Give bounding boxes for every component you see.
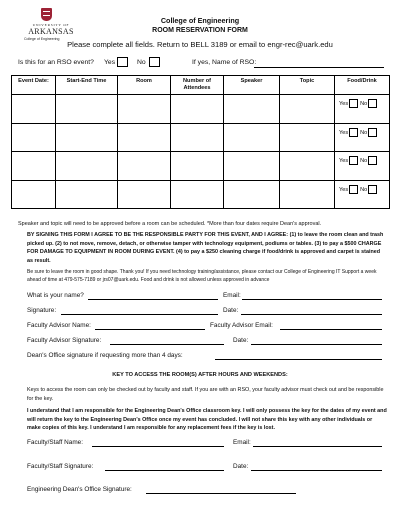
table-cell[interactable]: [118, 95, 171, 124]
staff-date-label: Date:: [233, 463, 249, 470]
table-cell[interactable]: [335, 123, 390, 152]
table-cell[interactable]: [280, 95, 335, 124]
food-yes-checkbox[interactable]: [349, 156, 358, 165]
staff-email-label: Email:: [233, 439, 251, 446]
table-cell[interactable]: [171, 95, 224, 124]
food-yes-checkbox[interactable]: [349, 99, 358, 108]
logo-college-text: College of Engineering: [24, 37, 60, 41]
food-yes-label: Yes: [339, 186, 349, 193]
col-event-date: Event Date:: [12, 76, 56, 95]
keys-info: Keys to access the room can only be checked out by faculty and staff. If you are with an RSO, your faculty advisor must check out and be responsible for the key.: [27, 387, 384, 402]
keys-heading: KEY TO ACCESS THE ROOM(S) AFTER HOURS AND WEEKENDS:: [112, 372, 288, 378]
food-no-label: No: [360, 100, 368, 107]
col-room: Room: [118, 76, 171, 95]
rso-yes-checkbox[interactable]: [117, 57, 128, 67]
table-cell[interactable]: [280, 180, 335, 209]
approval-note: Speaker and topic will need to be approved before a room can be scheduled. *More than four dates require Dean's approval.: [18, 221, 322, 227]
food-drink-choice: [339, 99, 379, 108]
table-cell[interactable]: [118, 180, 171, 209]
staff-signature-label: Faculty/Staff Signature:: [27, 463, 94, 470]
table-cell[interactable]: [171, 123, 224, 152]
advisor-name-line[interactable]: [95, 329, 205, 330]
col-start-end-time: Start-End Time: [56, 76, 118, 95]
table-cell[interactable]: [335, 95, 390, 124]
signature-label: Signature:: [27, 307, 57, 314]
food-no-label: No: [360, 186, 368, 193]
advisor-email-label: Faculty Advisor Email:: [210, 322, 273, 329]
food-yes-checkbox[interactable]: [349, 128, 358, 137]
email-line[interactable]: [242, 299, 382, 300]
food-drink-choice: [339, 128, 379, 137]
signature-line[interactable]: [61, 314, 218, 315]
dean-signature-line[interactable]: [215, 359, 382, 360]
table-cell[interactable]: [335, 180, 390, 209]
food-no-checkbox[interactable]: [368, 156, 377, 165]
form-title: ROOM RESERVATION FORM: [152, 27, 248, 34]
thanks-text: Be sure to leave the room in good shape. Thank you! If you need technology training/assistance, please contact our College of Engineering IT Support a week ahead of time at 479-575-7189 or jrs07@uark.edu. Food and drink is not allowed unless approved in advance: [27, 269, 377, 284]
table-cell[interactable]: [224, 95, 280, 124]
col-attendees: Number of Attendees: [171, 76, 224, 95]
date-label: Date:: [223, 307, 239, 314]
rso-question: Is this for an RSO event?: [18, 59, 94, 66]
logo-university-text: UNIVERSITY OF: [32, 23, 70, 27]
form-instructions: Please complete all fields. Return to BELL 3189 or email to engr-rec@uark.edu: [67, 40, 333, 49]
table-cell[interactable]: [12, 95, 56, 124]
table-cell[interactable]: [171, 180, 224, 209]
staff-date-line[interactable]: [251, 470, 382, 471]
table-cell[interactable]: [56, 180, 118, 209]
rso-name-label: If yes, Name of RSO:: [192, 59, 257, 66]
rso-name-line[interactable]: [254, 67, 384, 68]
table-cell[interactable]: [224, 152, 280, 181]
agreement-text: BY SIGNING THIS FORM I AGREE TO BE THE RESPONSIBLE PARTY FOR THIS EVENT, AND I AGREE: (1) to leave the room clean and trash picked up. (2) to not move, remove, detach, or otherwise tamper with technology equipment, podiums or tables. (3) to pay a $500 CHARGE FOR DAMAGE TO EQUIPMENT IN ROOM DURING EVENT. (4) to pay a $250 cleaning charge if food/drink is approved and carpet is stained as result.: [27, 232, 384, 264]
rso-no-checkbox[interactable]: [149, 57, 160, 67]
advisor-name-label: Faculty Advisor Name:: [27, 322, 91, 329]
college-title: College of Engineering: [160, 16, 240, 25]
food-yes-label: Yes: [339, 129, 349, 136]
table-cell[interactable]: [118, 123, 171, 152]
col-speaker: Speaker: [224, 76, 280, 95]
dean-office-signature-label: Engineering Dean's Office Signature:: [27, 486, 132, 493]
food-yes-label: Yes: [339, 100, 349, 107]
table-cell[interactable]: [12, 123, 56, 152]
table-cell[interactable]: [224, 180, 280, 209]
staff-email-line[interactable]: [253, 446, 382, 447]
col-food-drink: Food/Drink: [335, 76, 390, 95]
name-line[interactable]: [88, 299, 218, 300]
date-line[interactable]: [241, 314, 382, 315]
table-cell[interactable]: [224, 123, 280, 152]
advisor-date-label: Date:: [233, 337, 249, 344]
table-cell[interactable]: [280, 152, 335, 181]
dean-signature-label: Dean's Office signature if requesting more than 4 days:: [27, 352, 183, 359]
name-label: What is your name?: [27, 292, 84, 299]
table-cell[interactable]: [118, 152, 171, 181]
table-cell[interactable]: [335, 152, 390, 181]
table-cell[interactable]: [280, 123, 335, 152]
staff-name-line[interactable]: [92, 446, 224, 447]
email-label: Email:: [223, 292, 241, 299]
table-cell[interactable]: [12, 180, 56, 209]
advisor-signature-label: Faculty Advisor Signature:: [27, 337, 102, 344]
rso-no-label: No: [137, 59, 146, 66]
food-drink-choice: [339, 185, 379, 194]
food-no-checkbox[interactable]: [368, 99, 377, 108]
food-yes-checkbox[interactable]: [349, 185, 358, 194]
food-yes-label: Yes: [339, 157, 349, 164]
table-cell[interactable]: [56, 152, 118, 181]
staff-name-label: Faculty/Staff Name:: [27, 439, 83, 446]
table-cell[interactable]: [56, 123, 118, 152]
table-row: [12, 95, 390, 124]
advisor-signature-line[interactable]: [110, 344, 224, 345]
reservation-table: [11, 75, 390, 209]
table-row: [12, 180, 390, 209]
food-no-label: No: [360, 129, 368, 136]
keys-agreement: I understand that I am responsible for the Engineering Dean's Office classroom key. I will only possess the key for the dates of my event and will return the key to the Engineering Dean's Office once my event has concluded. I will not share this key with any other individuals or make copies of this key. I understand I am responsible for any replacement fees if the key is lost.: [27, 408, 387, 432]
food-no-checkbox[interactable]: [368, 128, 377, 137]
advisor-date-line[interactable]: [251, 344, 382, 345]
rso-yes-label: Yes: [104, 59, 116, 66]
table-cell[interactable]: [171, 152, 224, 181]
food-no-checkbox[interactable]: [368, 185, 377, 194]
table-row: [12, 123, 390, 152]
staff-signature-line[interactable]: [105, 470, 224, 471]
logo-state-text: ARKANSAS: [28, 27, 74, 36]
food-drink-choice: [339, 156, 379, 165]
col-topic: Topic: [280, 76, 335, 95]
table-cell[interactable]: [56, 95, 118, 124]
food-no-label: No: [360, 157, 368, 164]
dean-office-signature-line[interactable]: [146, 493, 296, 494]
advisor-email-line[interactable]: [280, 329, 382, 330]
table-cell[interactable]: [12, 152, 56, 181]
table-row: [12, 152, 390, 181]
